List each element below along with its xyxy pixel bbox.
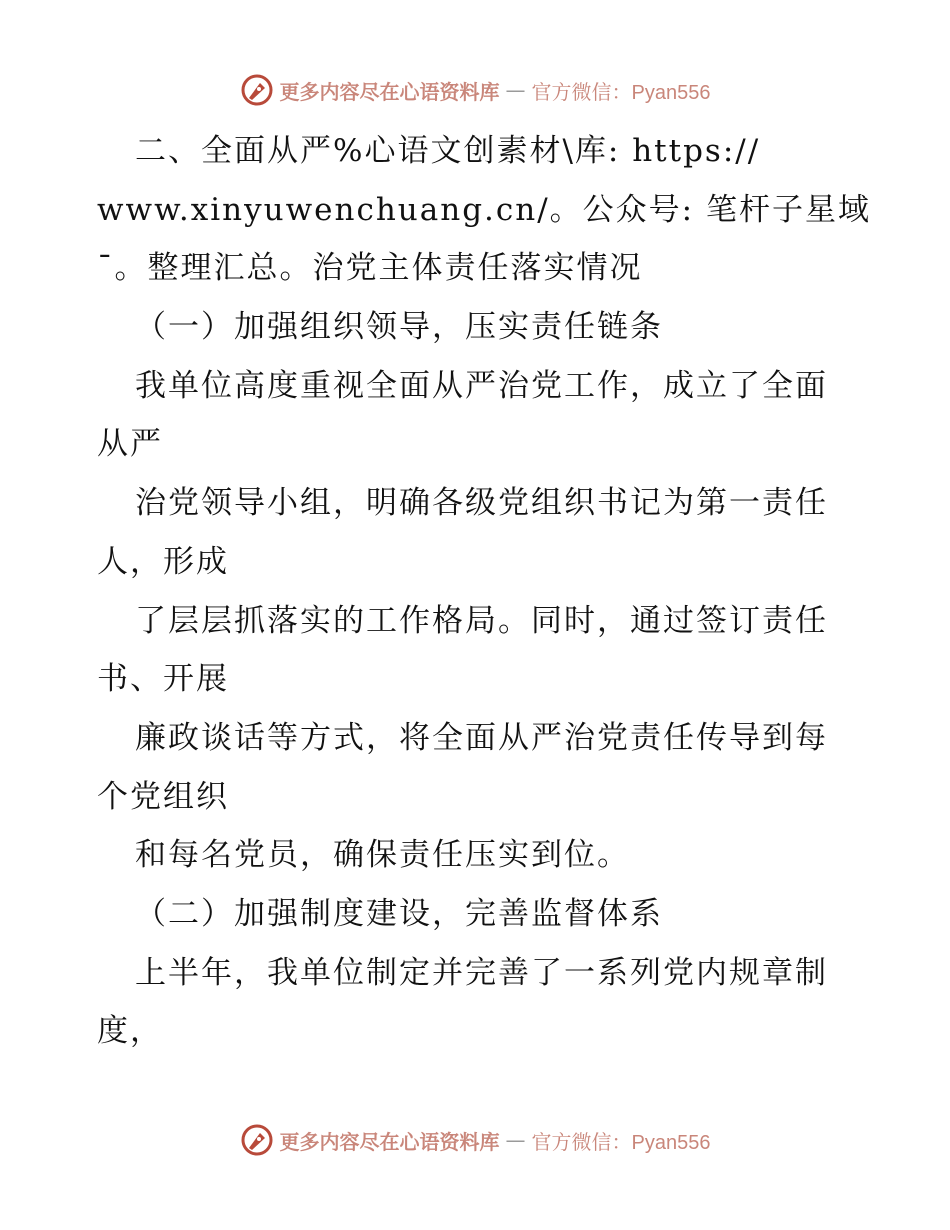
page-header: [0, 70, 950, 110]
body-line-4: （一）加强组织领导，压实责任链条: [135, 309, 663, 346]
body-line-10: 书、开展: [97, 661, 229, 698]
body-line-2: www.xinyuwenchuang.cn/。公众号: 笔杆子星域: [97, 191, 871, 228]
footer-account: 官方微信：Pyan556: [531, 1131, 711, 1154]
body-line-8: 人，形成: [97, 543, 229, 580]
document-body: [97, 122, 871, 1061]
header-brand: [240, 73, 711, 107]
footer-watermark-text: 更多内容尽在心语资料库: [279, 1129, 500, 1154]
body-line-11: 廉政谈话等方式，将全面从严治党责任传导到每: [135, 719, 828, 756]
header-watermark-text: 更多内容尽在心语资料库: [279, 79, 500, 104]
header-separator: —: [505, 78, 526, 102]
body-line-1: 二、全面从严%心语文创素材\库: https://: [135, 133, 761, 169]
footer-brand: [240, 1123, 711, 1157]
body-line-12: 个党组织: [97, 778, 229, 815]
body-line-5: 我单位高度重视全面从严治党工作，成立了全面: [135, 367, 828, 404]
body-line-6: 从严: [97, 426, 163, 463]
footer-separator: —: [505, 1128, 526, 1152]
body-line-14: （二）加强制度建设，完善监督体系: [135, 895, 663, 932]
body-line-15: 上半年，我单位制定并完善了一系列党内规章制: [135, 954, 828, 991]
body-line-7: 治党领导小组，明确各级党组织书记为第一责任: [135, 485, 828, 522]
body-line-9: 了层层抓落实的工作格局。同时，通过签订责任: [135, 602, 828, 639]
body-line-3: ¯。整理汇总。治党主体责任落实情况: [97, 250, 643, 287]
body-line-16: 度，: [97, 1013, 163, 1050]
header-account: 官方微信：Pyan556: [531, 81, 711, 104]
body-line-13: 和每名党员，确保责任压实到位。: [135, 837, 630, 874]
pen-nib-logo-icon: [240, 1123, 274, 1157]
page-footer: [0, 1120, 950, 1160]
pen-nib-logo-icon: [240, 73, 274, 107]
